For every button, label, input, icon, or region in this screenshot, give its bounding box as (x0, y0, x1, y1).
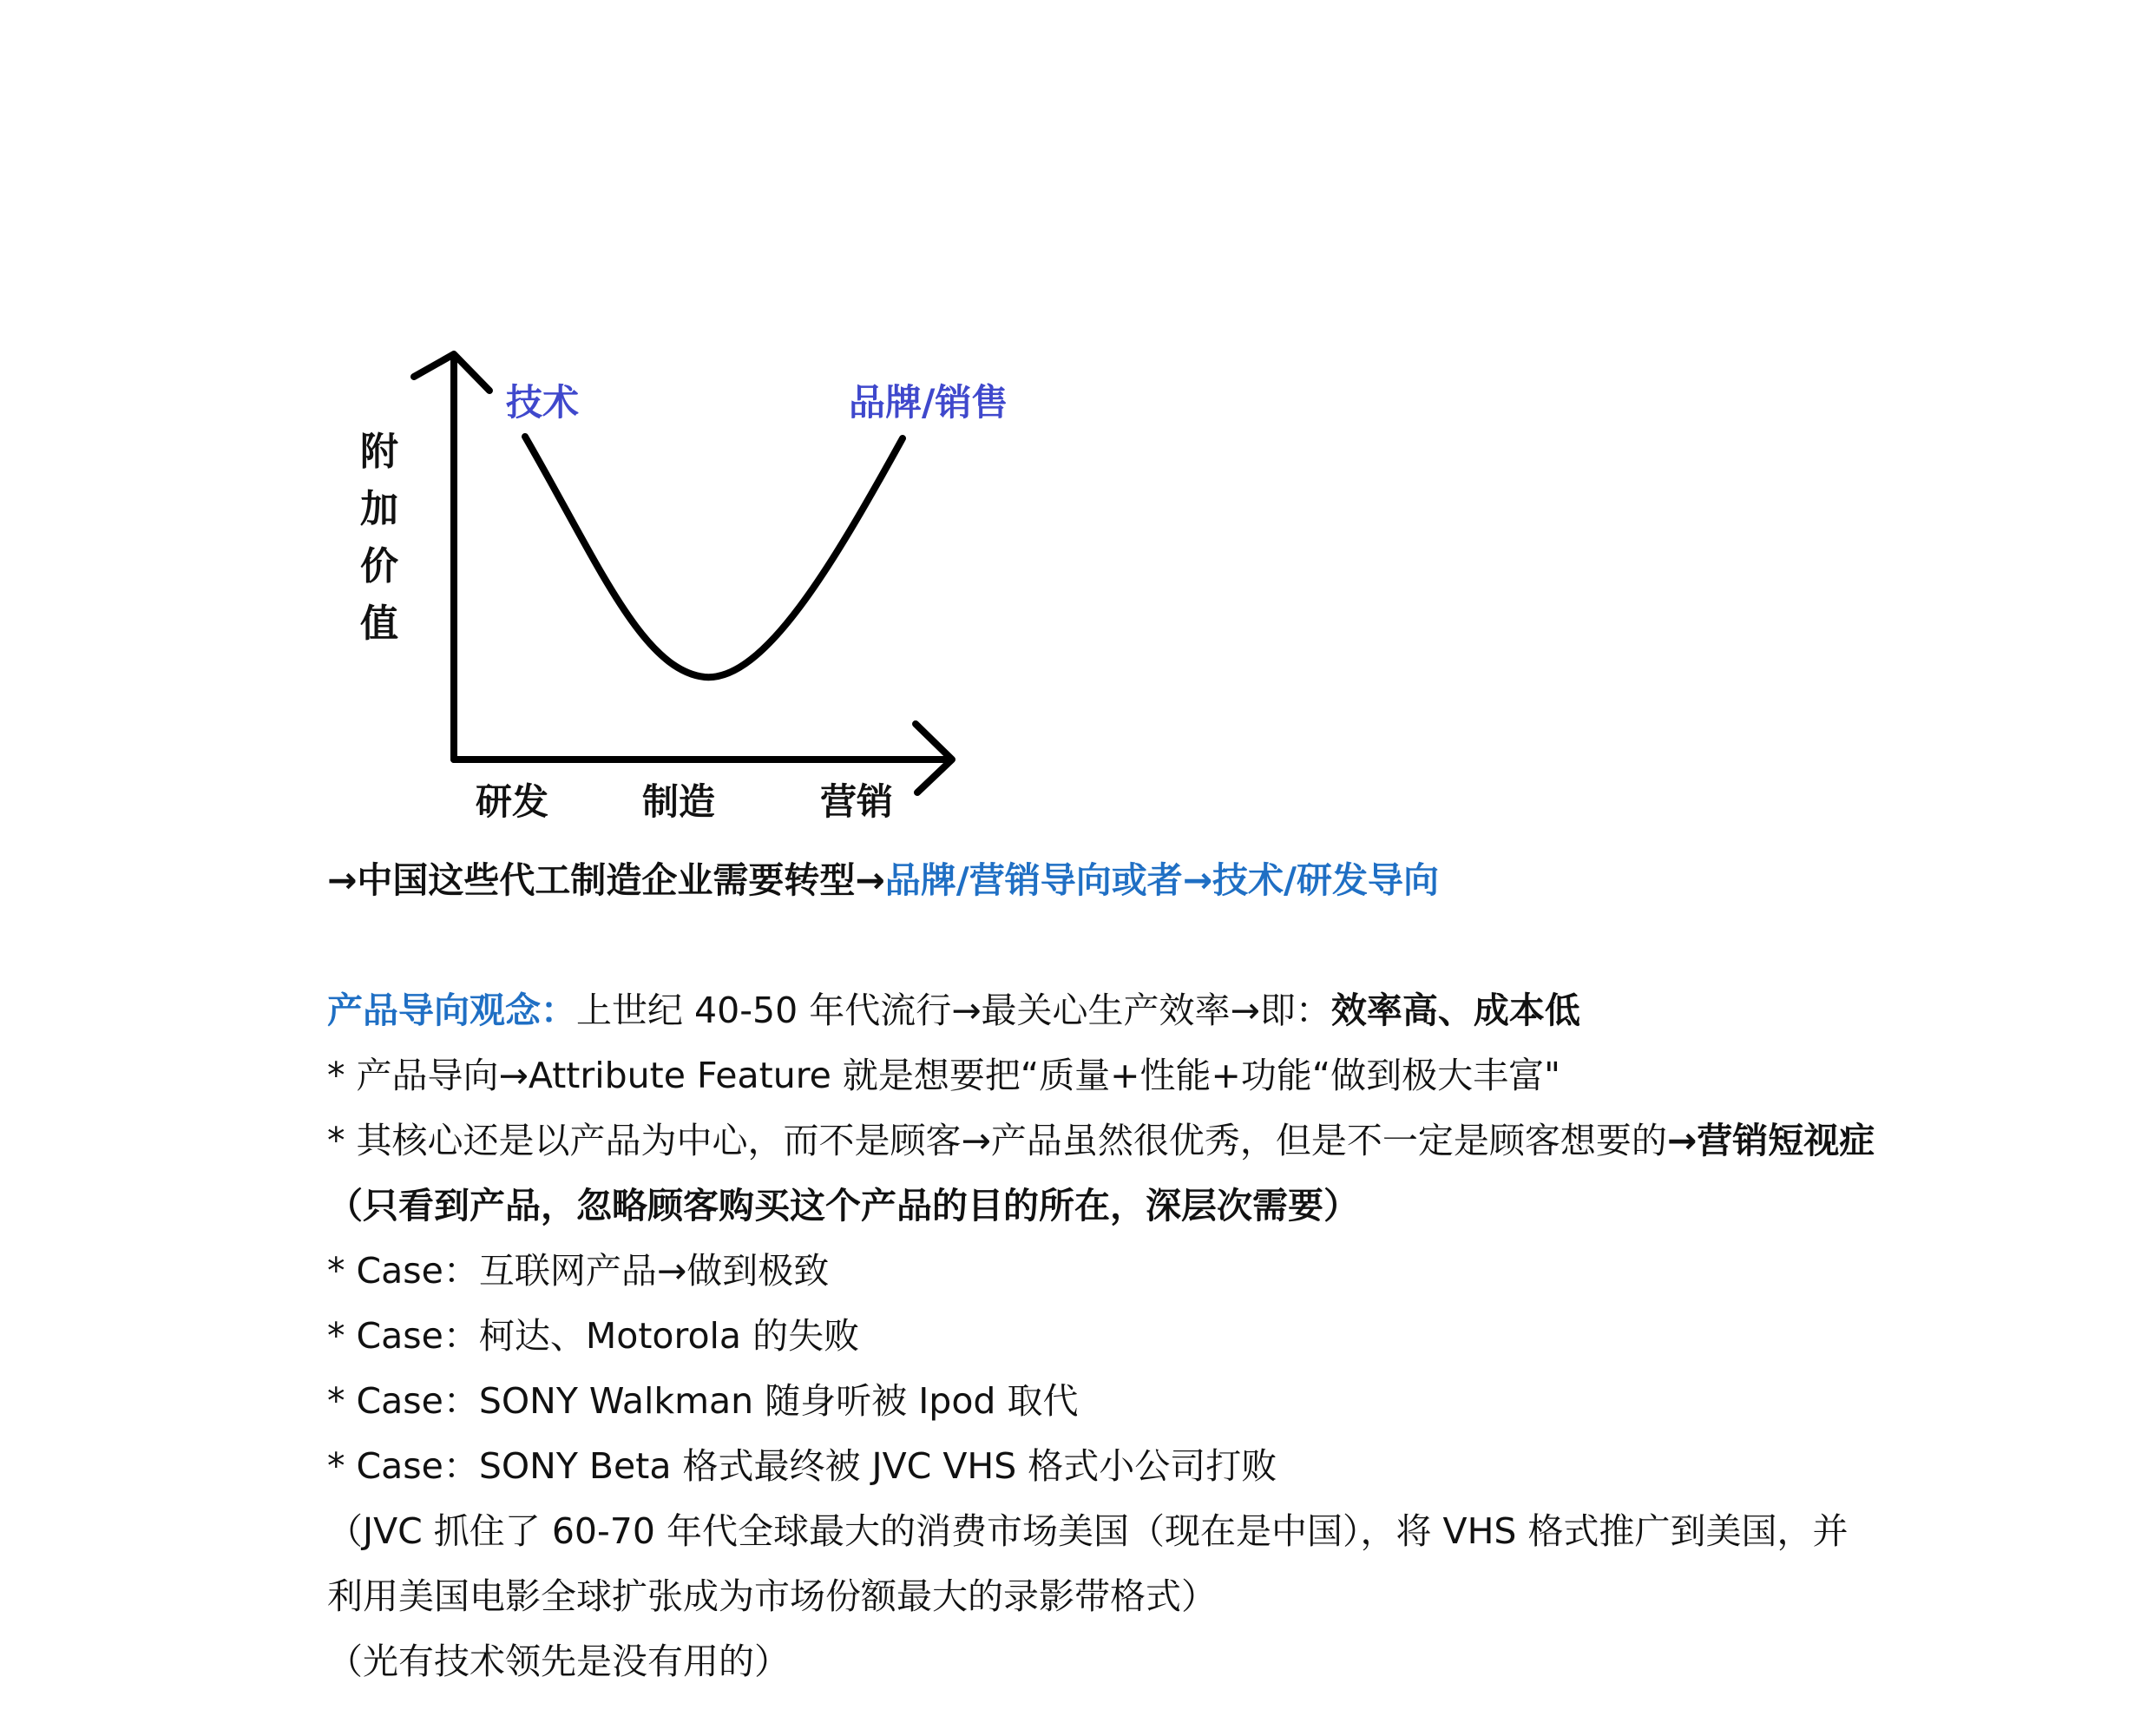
case-line: * Case：SONY Beta 格式最终被 JVC VHS 格式小公司打败 (327, 1445, 1277, 1487)
case-line: * Case：互联网产品→做到极致 (327, 1250, 830, 1292)
product-concept-bold: 效率高、成本低 (1330, 990, 1580, 1031)
product-concept-line (327, 978, 1881, 1043)
x-axis-label-marketing: 营销 (820, 780, 894, 823)
core-paragraph (327, 1108, 1881, 1239)
jvc-note: （JVC 抓住了 60-70 年代全球最大的消费市场美国（现在是中国），将 VHS 格式推广到美国，并利用美国电影全球扩张成为市场份额最大的录影带格式） (327, 1510, 1849, 1617)
tech-note: （光有技术领先是没有用的） (327, 1641, 790, 1682)
smile-curve (525, 437, 903, 677)
core-bold: →营销短视症（只看到产品，忽略顾客购买这个产品的目的所在，深层次需要） (327, 1120, 1875, 1226)
transform-prefix: →中国这些代工制造企业需要转型→ (327, 859, 885, 901)
curve-label-technology: 技术 (506, 381, 580, 424)
transform-highlight: 品牌/营销导向或者→技术/研发导向 (884, 859, 1440, 901)
core-text: * 其核心还是以产品为中心，而不是顾客→产品虽然很优秀，但是不一定是顾客想要的 (327, 1120, 1667, 1161)
y-axis-label-char: 加 (360, 487, 398, 531)
product-concept-heading: 产品导向观念： (327, 990, 576, 1031)
case-line: * Case：柯达、Motorola 的失败 (327, 1315, 860, 1357)
spacer (327, 913, 1881, 978)
y-axis-label-char: 附 (360, 430, 398, 474)
product-concept-text: 上世纪 40-50 年代流行→最关心生产效率→即： (576, 990, 1331, 1031)
case-line: * Case：SONY Walkman 随身听被 Ipod 取代 (327, 1380, 1079, 1422)
curve-label-brand-sales: 品牌/销售 (849, 381, 1008, 424)
x-axis-label-rd: 研发 (476, 780, 549, 823)
attribute-line: * 产品导向→Attribute Feature 就是想要把“质量+性能+功能“做到极大丰富" (327, 1055, 1560, 1096)
x-axis-label-manufacturing: 制造 (642, 780, 716, 823)
y-axis-label-char: 价 (360, 544, 398, 589)
y-axis-label-char: 值 (360, 602, 398, 646)
transform-line (327, 848, 1881, 913)
document-body (327, 848, 1881, 1694)
